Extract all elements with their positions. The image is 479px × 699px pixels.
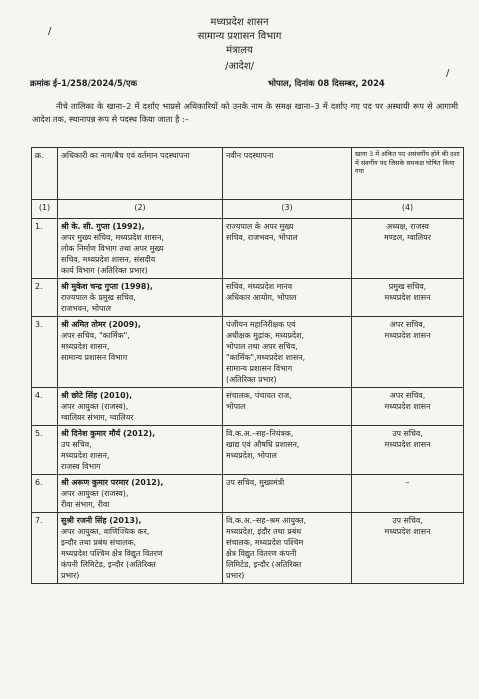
table-row <box>32 317 464 388</box>
new-post-line: राज्यपाल के अपर मुख्य <box>226 222 294 231</box>
ministry-heading: मंत्रालय <box>226 45 253 56</box>
new-post-cell <box>223 475 352 513</box>
current-posting-line: मध्यप्रदेश पश्चिम क्षेत्र विद्युत वितरण <box>61 549 163 558</box>
equivalent-post-line: अध्यक्ष, राजस्व <box>386 222 429 231</box>
table-row <box>32 475 464 513</box>
officer-cell <box>58 426 223 475</box>
officer-cell <box>58 513 223 584</box>
new-post-line: मध्यप्रदेश, भोपाल <box>226 451 277 460</box>
new-post-line: उप सचिव, मुख्यमंत्री <box>226 478 285 487</box>
officer-name: श्री छोटे सिंह (2010), <box>61 391 133 400</box>
current-posting-line: सामान्य प्रशासन विभाग <box>61 353 128 362</box>
current-posting-line: अपर मुख्य सचिव, मध्यप्रदेश शासन, <box>61 233 164 242</box>
equivalent-post-line: अपर सचिव, <box>389 320 426 329</box>
equivalent-post-line: मध्यप्रदेश शासन <box>384 331 431 340</box>
new-post-line: सामान्य प्रशासन विभाग <box>226 364 293 373</box>
header-new-post: नवीन पदस्थापना <box>223 148 352 200</box>
officer-cell <box>58 388 223 426</box>
equivalent-post-line: मध्यप्रदेश शासन <box>384 527 431 536</box>
officer-cell <box>58 317 223 388</box>
new-post-line: सचिव, राजभवन, भोपाल <box>226 233 298 242</box>
equivalent-post-cell <box>352 219 464 279</box>
equivalent-post-line: उप सचिव, <box>392 429 423 438</box>
new-post-line: पंजीयन महानिरीक्षक एवं <box>226 320 296 329</box>
current-posting-line: अपर सचिव, "कार्मिक", <box>61 331 130 340</box>
current-posting-line: ग्वालियर संभाग, ग्वालियर <box>61 413 134 422</box>
current-posting-line: अपर आयुक्त, वाणिज्यिक कर, <box>61 527 150 536</box>
current-posting-line: उप सचिव, <box>61 440 92 449</box>
new-post-cell <box>223 513 352 584</box>
equivalent-post-line: मध्यप्रदेश शासन <box>384 440 431 449</box>
current-posting-line: प्रभार) <box>61 571 80 580</box>
new-post-cell <box>223 279 352 317</box>
new-post-line: वि.क.अ.–सह–नियंत्रक, <box>226 429 294 438</box>
new-post-line: प्रभार) <box>226 571 245 580</box>
table-row <box>32 513 464 584</box>
margin-mark-right: / <box>446 68 450 79</box>
new-post-line: संचालक, पंचायत राज, <box>226 391 292 400</box>
officer-name: सुश्री रजनी सिंह (2013), <box>61 516 142 525</box>
officer-name: श्री अमित तोमर (2009), <box>61 320 141 329</box>
order-title: /आदेश/ <box>224 61 255 72</box>
header-officer: अधिकारी का नाम/बैच एवं वर्तमान पदस्थापना <box>58 148 223 200</box>
row-sr: 5. <box>32 426 58 475</box>
equivalent-post-line: – <box>405 478 410 487</box>
equivalent-post-cell <box>352 475 464 513</box>
posting-table <box>31 147 464 584</box>
equivalent-post-line: मध्यप्रदेश शासन <box>384 402 431 411</box>
new-post-line: मध्यप्रदेश, इंदौर तथा प्रबंध <box>226 527 302 536</box>
row-sr: 2. <box>32 279 58 317</box>
table-row <box>32 279 464 317</box>
current-posting-line: राजस्व विभाग <box>61 462 101 471</box>
margin-mark-left: / <box>48 26 52 37</box>
government-heading: मध्यप्रदेश शासन <box>210 17 269 28</box>
order-number: क्रमांक ई–1/258/2024/5/एक <box>30 78 138 88</box>
equivalent-post-line: मध्यप्रदेश शासन <box>384 293 431 302</box>
intro-text: नीचे तालिका के खाना–2 में दर्शाए भाप्रसे अधिकारियों को उनके नाम के समक्ष खाना–3 में दर्शाए गए पद पर अस्थायी रूप से आगामी आदेश तक, स्थानापन्न रूप से पदस्थ किया जाता है :– <box>32 101 458 124</box>
new-post-cell <box>223 388 352 426</box>
current-posting-line: मध्यप्रदेश शासन, <box>61 342 110 351</box>
new-post-cell <box>223 317 352 388</box>
department-heading: सामान्य प्रशासन विभाग <box>197 31 282 42</box>
current-posting-line: कार्य विभाग (अतिरिक्त प्रभार) <box>61 266 148 275</box>
table-row <box>32 426 464 475</box>
column-number: (1) <box>32 200 58 219</box>
current-posting-line: रीवा संभाग, रीवा <box>61 500 110 509</box>
table-row <box>32 388 464 426</box>
current-posting-line: राज्यपाल के प्रमुख सचिव, <box>61 293 136 302</box>
equivalent-post-cell <box>352 279 464 317</box>
new-post-line: खाद्य एवं औषधि प्रशासन, <box>226 440 300 449</box>
table-row <box>32 219 464 279</box>
new-post-line: भोपाल तथा अपर सचिव, <box>226 342 298 351</box>
row-sr: 7. <box>32 513 58 584</box>
new-post-line: अधिकार आयोग, भोपाल <box>226 293 297 302</box>
current-posting-line: लोक निर्माण विभाग तथा अपर मुख्य <box>61 244 164 253</box>
officer-name: श्री के. सी. गुप्ता (1992), <box>61 222 145 231</box>
row-sr: 6. <box>32 475 58 513</box>
new-post-cell <box>223 219 352 279</box>
column-number: (2) <box>58 200 223 219</box>
intro-paragraph <box>32 100 458 126</box>
new-post-line: अधीक्षक मुद्रांक, मध्यप्रदेश, <box>226 331 304 340</box>
officer-name: श्री मुकेश चन्द्र गुप्ता (1998), <box>61 282 153 291</box>
current-posting-line: कंपनी लिमिटेड, इन्दौर (अतिरिक्त <box>61 560 156 569</box>
equivalent-post-cell <box>352 513 464 584</box>
equivalent-post-cell <box>352 388 464 426</box>
new-post-line: क्षेत्र विद्युत वितरण कंपनी <box>226 549 297 558</box>
new-post-line: (अतिरिक्त प्रभार) <box>226 375 277 384</box>
officer-name: श्री दिनेश कुमार मौर्य (2012), <box>61 429 156 438</box>
current-posting-line: अपर आयुक्त (राजस्व), <box>61 402 129 411</box>
equivalent-post-line: अपर सचिव, <box>389 391 426 400</box>
table-header-row <box>32 148 464 200</box>
equivalent-post-line: मण्डल, ग्वालियर <box>384 233 431 242</box>
new-post-cell <box>223 426 352 475</box>
new-post-line: सचिव, मध्यप्रदेश मानव <box>226 282 293 291</box>
current-posting-line: राजभवन, भोपाल <box>61 304 111 313</box>
column-number: (3) <box>223 200 352 219</box>
officer-cell <box>58 219 223 279</box>
equivalent-post-line: प्रमुख सचिव, <box>388 282 427 291</box>
officer-cell <box>58 279 223 317</box>
equivalent-post-cell <box>352 426 464 475</box>
new-post-line: लिमिटेड, इन्दौर (अतिरिक्त <box>226 560 302 569</box>
new-post-line: "कार्मिक",मध्यप्रदेश शासन, <box>226 353 306 362</box>
order-place-date: भोपाल, दिनांक 08 दिसम्बर, 2024 <box>268 78 385 88</box>
equivalent-post-cell <box>352 317 464 388</box>
row-sr: 3. <box>32 317 58 388</box>
current-posting-line: अपर आयुक्त (राजस्व), <box>61 489 129 498</box>
new-post-line: वि.क.अ.–सह–श्रम आयुक्त, <box>226 516 307 525</box>
header-sr: क्र. <box>32 148 58 200</box>
equivalent-post-line: उप सचिव, <box>392 516 423 525</box>
current-posting-line: मध्यप्रदेश शासन, <box>61 451 110 460</box>
column-number-row <box>32 200 464 219</box>
row-sr: 4. <box>32 388 58 426</box>
current-posting-line: सचिव, मध्यप्रदेश शासन, संसदीय <box>61 255 156 264</box>
new-post-line: भोपाल <box>226 402 246 411</box>
column-number: (4) <box>352 200 464 219</box>
officer-cell <box>58 475 223 513</box>
header-remarks: खाना 3 में अंकित पद असंवर्गीय होने की दशा में संवर्गीय पद जिसके समकक्ष घोषित किया गया <box>352 148 464 200</box>
row-sr: 1. <box>32 219 58 279</box>
officer-name: श्री अरूण कुमार परमार (2012), <box>61 478 164 487</box>
current-posting-line: इन्दौर तथा प्रबंध संचालक, <box>61 538 137 547</box>
new-post-line: संचालक, मध्यप्रदेश पश्चिम <box>226 538 304 547</box>
